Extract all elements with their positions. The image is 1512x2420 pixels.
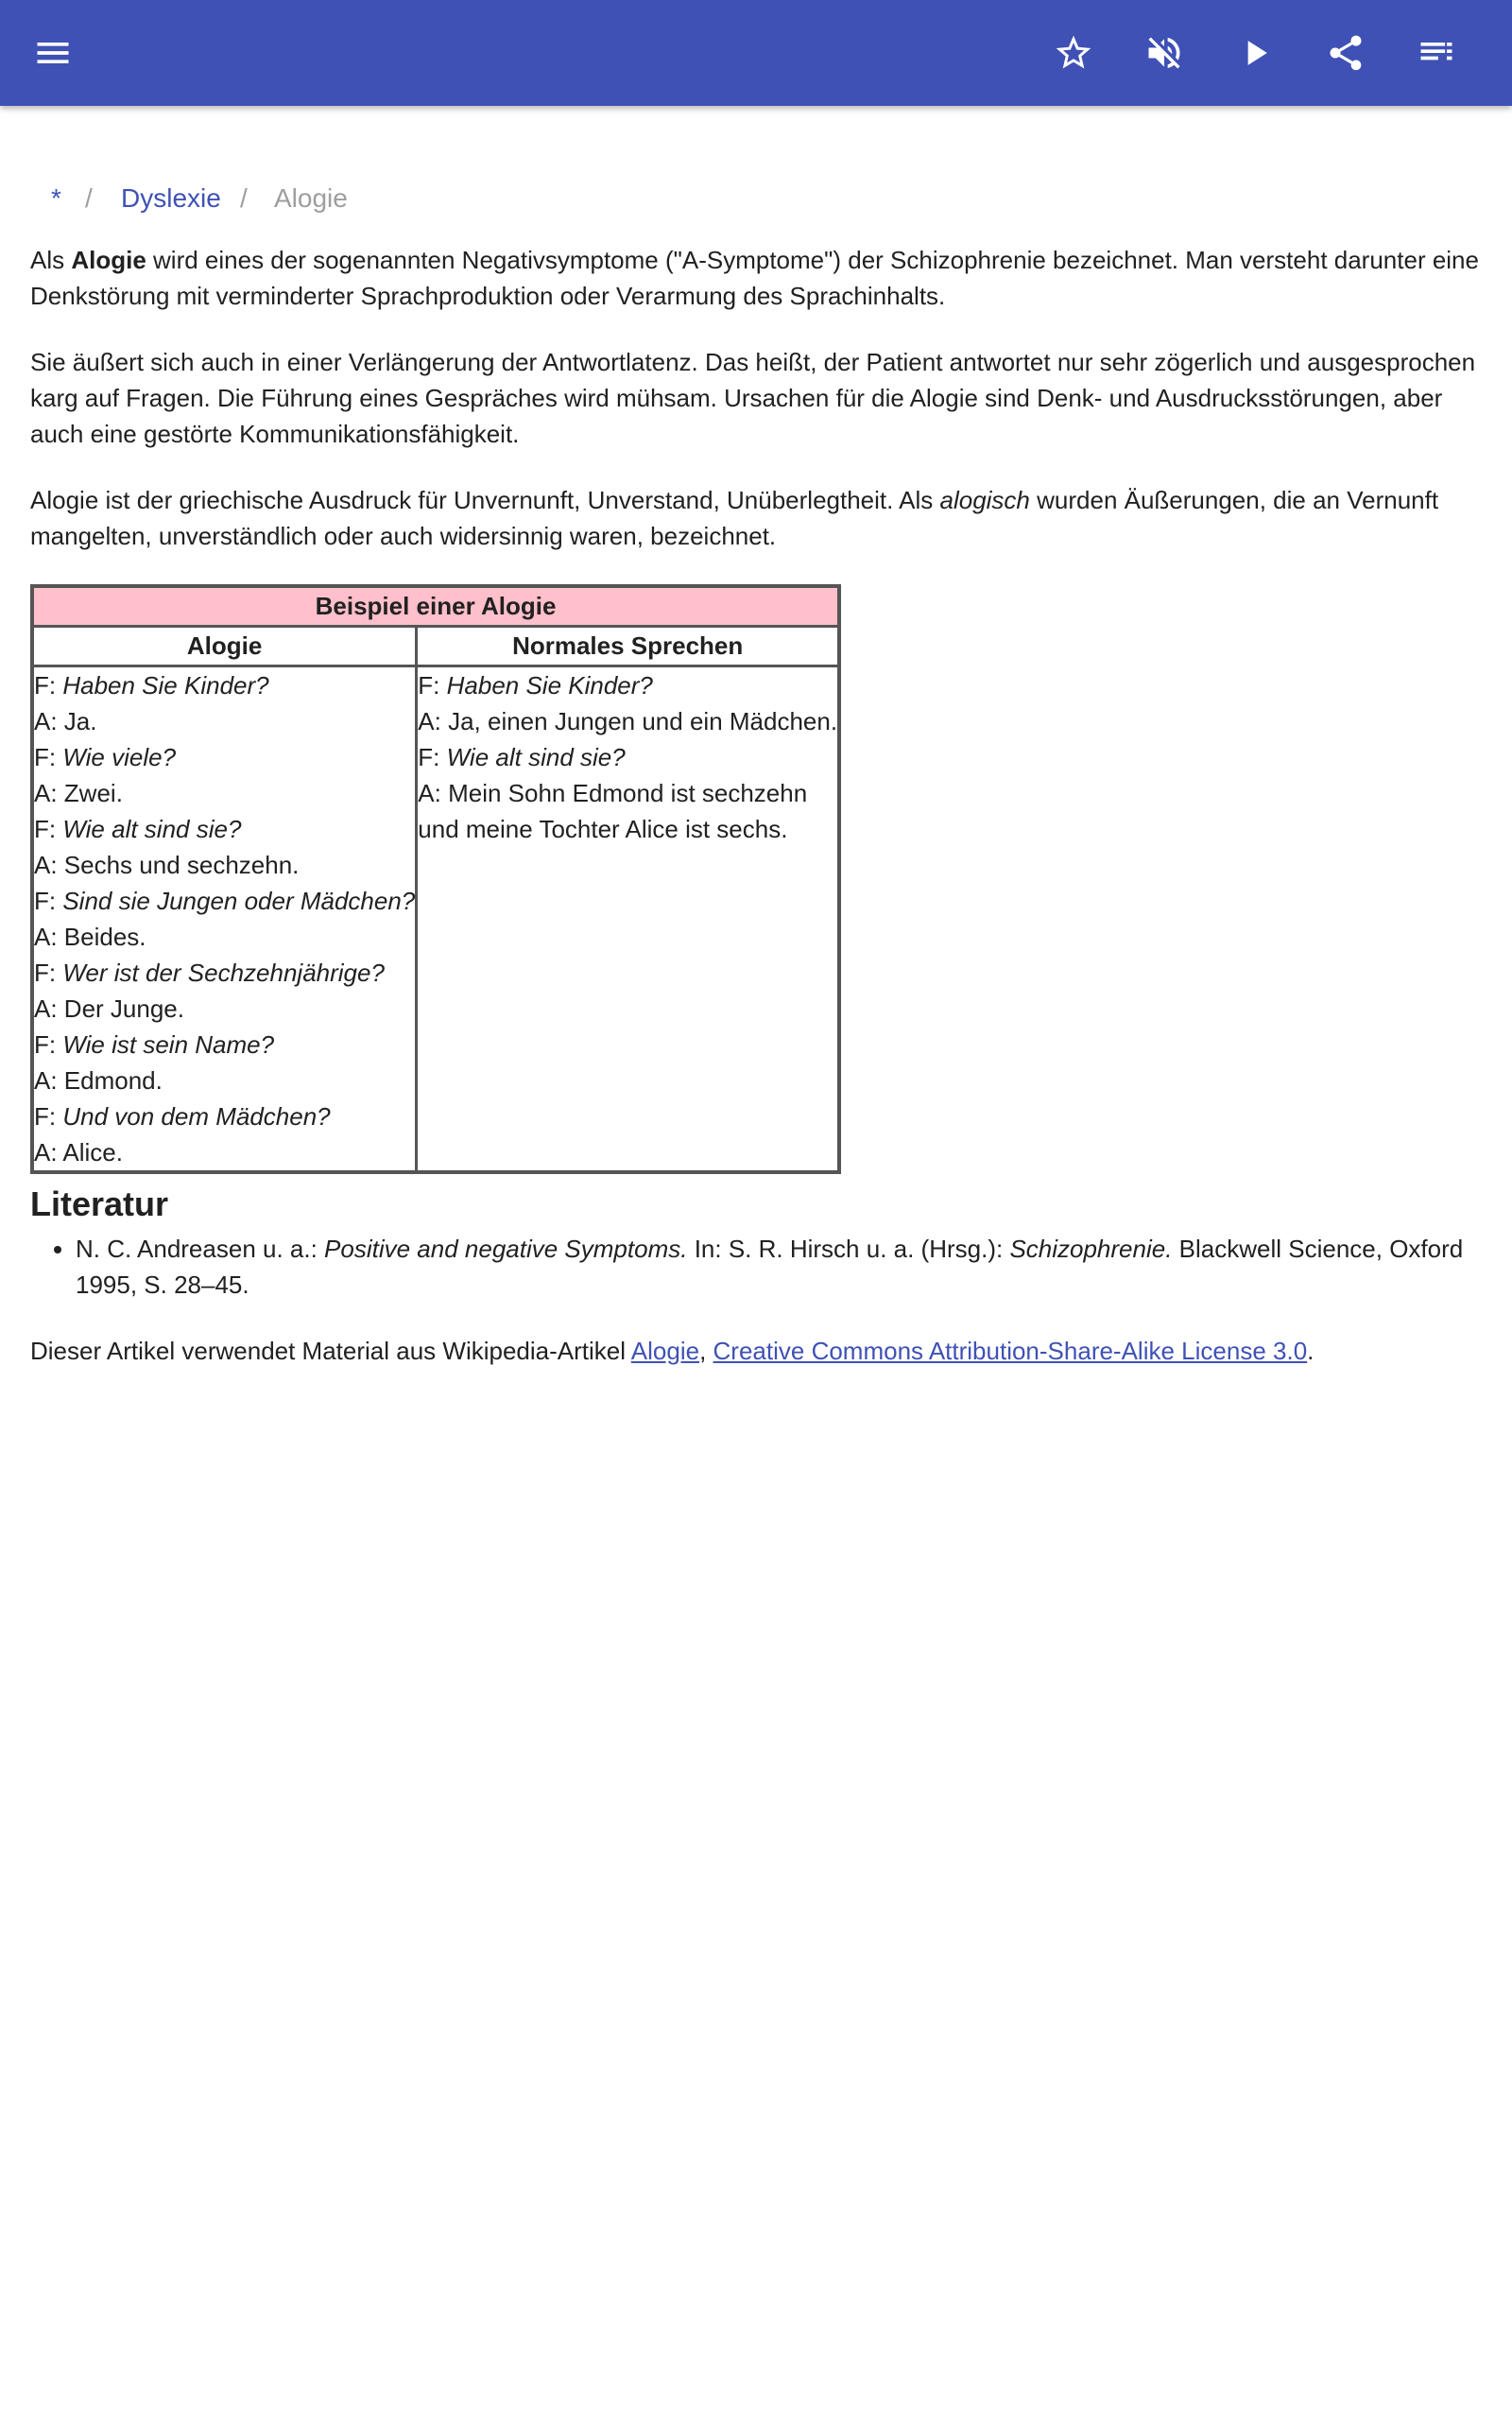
- table-cell-alogie: [32, 666, 417, 1172]
- dialogue-text: Haben Sie Kinder?: [446, 670, 653, 700]
- reference-list: [76, 1231, 1482, 1303]
- playlist-icon: [1416, 32, 1457, 74]
- wikipedia-article-link[interactable]: Alogie: [630, 1336, 700, 1365]
- dialogue-line: [418, 667, 837, 703]
- speaker-prefix: A:: [34, 922, 64, 951]
- text: N. C. Andreasen u. a.:: [76, 1234, 325, 1263]
- dialogue-line: [34, 919, 415, 955]
- dialogue-line: [34, 1134, 415, 1170]
- paragraph-etymology: [30, 482, 1482, 554]
- mute-button[interactable]: [1134, 23, 1194, 83]
- speaker-prefix: F:: [34, 1029, 63, 1059]
- dialogue-text: Der Junge.: [63, 994, 184, 1023]
- ref-title: Positive and negative Symptoms.: [324, 1234, 688, 1263]
- play-icon: [1234, 32, 1276, 74]
- paragraph-intro: [30, 242, 1482, 314]
- share-button[interactable]: [1315, 23, 1376, 83]
- dialogue-text: Sechs und sechzehn.: [63, 850, 300, 879]
- menu-button[interactable]: [23, 23, 83, 83]
- term-bold: Alogie: [71, 246, 146, 274]
- dialogue-text: Beides.: [63, 922, 146, 951]
- dialogue-line: [34, 847, 415, 883]
- dialogue-text: Sind sie Jungen oder Mädchen?: [62, 886, 416, 915]
- dialogue-line: [34, 739, 415, 775]
- dialogue-text: Zwei.: [63, 778, 123, 807]
- dialogue-line: [34, 667, 415, 703]
- license-link[interactable]: Creative Commons Attribution-Share-Alike License 3.0: [713, 1336, 1308, 1365]
- text: Alogie ist der griechische Ausdruck für Unvernunft, Unverstand, Unüberlegtheit. Als: [30, 486, 940, 514]
- table-cell-normal: [417, 666, 839, 1172]
- text: .: [1307, 1336, 1314, 1365]
- text: ,: [699, 1336, 713, 1365]
- bookmark-button[interactable]: [1043, 23, 1104, 83]
- dialogue-text: Ja.: [63, 706, 97, 735]
- speaker-prefix: A:: [418, 778, 449, 807]
- dialogue-line: [34, 991, 415, 1027]
- speaker-prefix: A:: [34, 850, 64, 879]
- dialogue-line: [34, 883, 415, 919]
- dialogue-text: Wie ist sein Name?: [62, 1029, 275, 1059]
- dialogue-text: Ja, einen Jungen und ein Mädchen.: [448, 706, 838, 735]
- text: In: S. R. Hirsch u. a. (Hrsg.):: [687, 1234, 1010, 1263]
- breadcrumb: [30, 164, 1482, 233]
- speaker-prefix: F:: [34, 886, 63, 915]
- speaker-prefix: F:: [34, 670, 63, 700]
- dialogue-text: Edmond.: [63, 1065, 163, 1095]
- dialogue-text: Haben Sie Kinder?: [62, 670, 269, 700]
- menu-icon: [32, 32, 74, 74]
- dialogue-line: [34, 811, 415, 847]
- dialogue-text: Und von dem Mädchen?: [62, 1101, 331, 1131]
- dialogue-text: Mein Sohn Edmond ist sechzehn: [448, 778, 808, 807]
- dialogue-line: [34, 1063, 415, 1098]
- dialogue-line: [34, 1027, 415, 1063]
- speaker-prefix: F:: [34, 1101, 63, 1131]
- table-title: Beispiel einer Alogie: [32, 586, 839, 626]
- speaker-prefix: A:: [34, 1065, 64, 1095]
- speaker-prefix: A:: [418, 706, 449, 735]
- article-content: [30, 106, 1482, 1399]
- speaker-prefix: F:: [418, 742, 447, 771]
- speaker-prefix: F:: [418, 670, 447, 700]
- dialogue-line: [418, 703, 837, 739]
- table-header-alogie: Alogie: [32, 626, 417, 666]
- volume-off-icon: [1143, 32, 1185, 74]
- speaker-prefix: A:: [34, 1137, 63, 1167]
- paragraph-latency: Sie äußert sich auch in einer Verlängerung der Antwortlatenz. Das heißt, der Patient antwortet nur sehr zögerlich und ausgesprochen karg auf Fragen. Die Führung eines Gespräches wird mühsam. Ursachen für die Alogie sind Denk- und Ausdrucksstörungen, aber auch eine gestörte Kommunikationsfähigkeit.: [30, 348, 1476, 448]
- star-outline-icon: [1053, 32, 1094, 74]
- term-italic: alogisch: [939, 486, 1030, 514]
- dialogue-text: Alice.: [62, 1137, 123, 1167]
- section-heading-literature: Literatur: [30, 1184, 169, 1223]
- text: Als: [30, 246, 72, 274]
- speaker-prefix: A:: [34, 994, 64, 1023]
- text: Blackwell Science, Oxford 1995, S. 28–45.: [76, 1234, 1464, 1299]
- dialogue-text: und meine Tochter Alice ist sechs.: [418, 814, 788, 843]
- dialogue-line: [34, 955, 415, 991]
- breadcrumb-parent-link[interactable]: Dyslexie: [121, 183, 221, 213]
- breadcrumb-separator: /: [85, 183, 93, 213]
- breadcrumb-separator: /: [240, 183, 248, 213]
- speaker-prefix: F:: [34, 814, 63, 843]
- list-item: [76, 1231, 1482, 1303]
- breadcrumb-home-link[interactable]: *: [51, 183, 61, 213]
- dialogue-text: Wie viele?: [62, 742, 177, 771]
- dialogue-text: Wie alt sind sie?: [62, 814, 242, 843]
- breadcrumb-current: Alogie: [274, 183, 348, 213]
- dialogue-line: [34, 775, 415, 811]
- dialogue-line: [418, 775, 837, 811]
- speaker-prefix: A:: [34, 706, 64, 735]
- share-icon: [1325, 32, 1366, 74]
- ref-book: Schizophrenie.: [1009, 1234, 1173, 1263]
- attribution-footer: [30, 1333, 1482, 1369]
- dialogue-text: Wer ist der Sechzehnjährige?: [62, 958, 385, 987]
- dialogue-text: Wie alt sind sie?: [446, 742, 626, 771]
- playlist-button[interactable]: [1406, 23, 1467, 83]
- speaker-prefix: A:: [34, 778, 64, 807]
- play-button[interactable]: [1225, 23, 1285, 83]
- dialogue-line: [34, 703, 415, 739]
- speaker-prefix: F:: [34, 742, 63, 771]
- dialogue-line: [418, 739, 837, 775]
- dialogue-line: [418, 811, 837, 847]
- dialogue-line: [34, 1098, 415, 1134]
- example-table: [30, 584, 841, 1174]
- text: wird eines der sogenannten Negativsymptome ("A-Symptome") der Schizophrenie bezeichnet. Man versteht darunter eine Denkstörung mit verminderter Sprachproduktion oder Verarmung des Sprachinhalts.: [30, 246, 1479, 310]
- speaker-prefix: F:: [34, 958, 63, 987]
- table-header-normal: Normales Sprechen: [417, 626, 839, 666]
- text: wurden Äußerungen, die an Vernunft mangelten, unverständlich oder auch widersinnig waren, bezeichnet.: [30, 486, 1439, 550]
- text: Dieser Artikel verwendet Material aus Wikipedia-Artikel: [30, 1336, 631, 1365]
- app-bar: [0, 0, 1512, 106]
